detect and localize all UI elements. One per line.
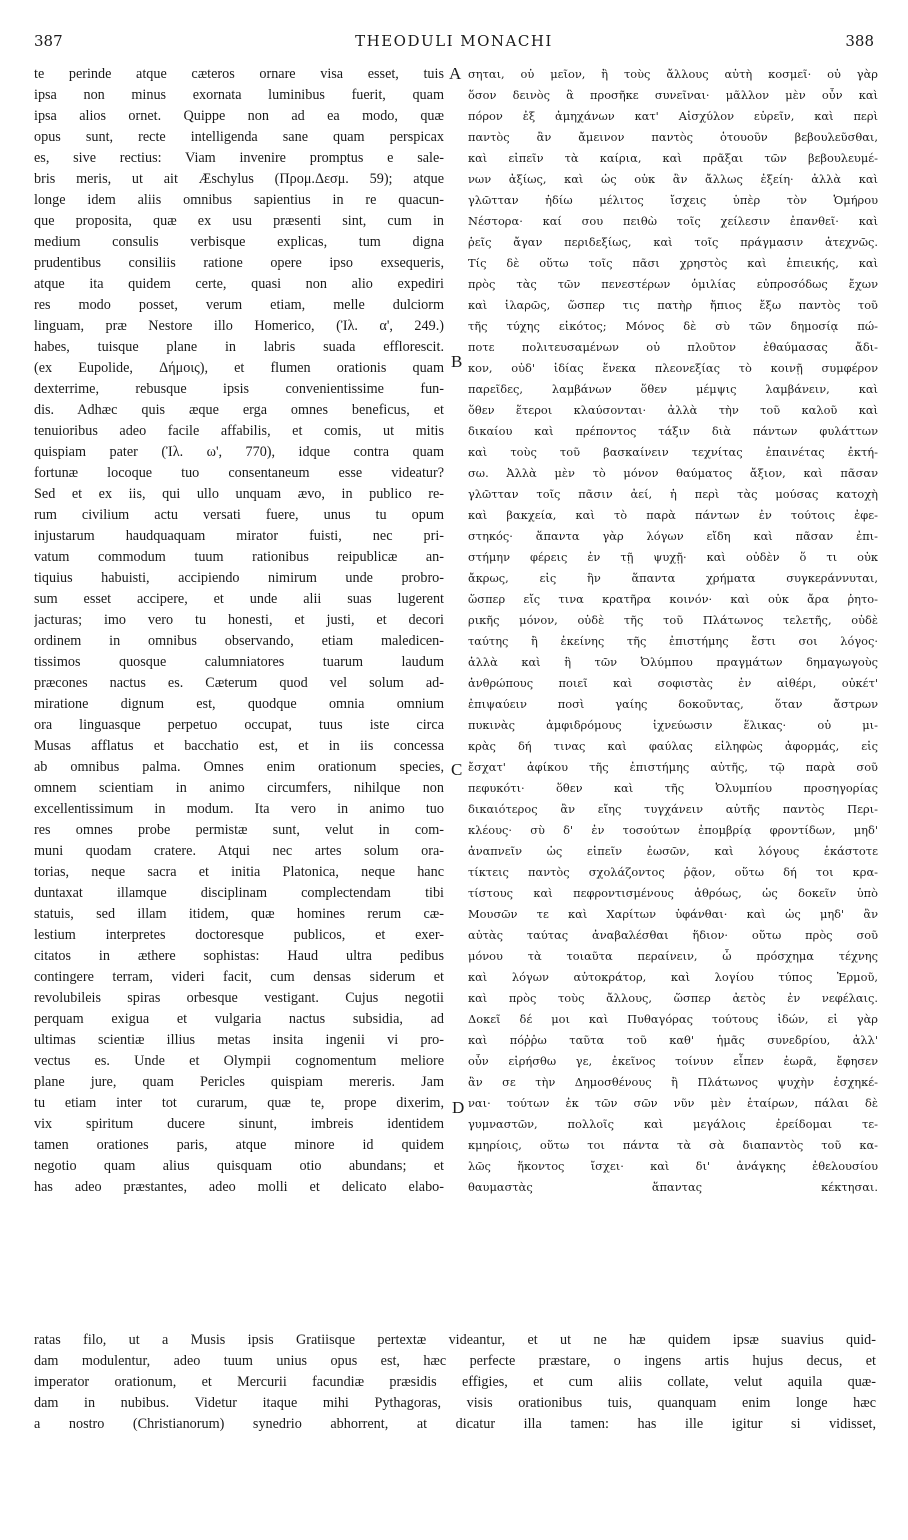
latin-text-line: plane jure, quam Pericles quispiam mereris. Jam [34,1074,444,1090]
greek-text-line: ποτε πολιτευσαμένων οὐ πλοῦτον ἐθαύμασας ἄδι- [468,340,878,354]
latin-text-line: Sed et ex iis, qui ullo unquam ævo, in publico re- [34,486,444,502]
greek-text-line: πόρον ἐξ ἀμηχάνων κατ' Αἰσχύλον εὑρεῖν, καὶ περὶ [468,109,878,123]
latin-text-line: duntaxat illamque disciplinam complectendam tibi [34,885,444,901]
greek-text-line: Νέστορα· καί σου πειθὼ τοῖς χείλεσιν ἐπανθεῖ· καὶ [468,214,878,228]
greek-text-line: καὶ εἰπεῖν τὰ καίρια, καὶ πρᾶξαι τῶν βεβουλευμέ- [468,151,878,165]
greek-text-line: αὐτὰς ταύτας ἀναβαλέσθαι ἥδιον· οὕτω πρὸς σοῦ [468,928,878,942]
greek-text-line: πρὸς τὰς τῶν πενεστέρων ὁμιλίας εὐπροσόδως ἔχων [468,277,878,291]
latin-text-line: dexterrime, rebusque ipsis convenientissime fun- [34,381,444,397]
running-title: THEODULI MONACHI [355,32,553,50]
greek-column [468,64,878,1198]
greek-text-line: Μουσῶν τε καὶ Χαρίτων ὑφάνθαι· καὶ ὡς μηδ' ἂν [468,907,878,921]
greek-text-line: ῥεῖς ἄγαν περιδεξίως, καὶ τοῖς πράγμασιν ἀτεχνῶς. [468,235,878,249]
latin-text-line: præcones nactus es. Cæterum quod vel solum ad- [34,675,444,691]
latin-text-line: lestium interpretes doctoresque publicos, et exer- [34,927,444,943]
latin-text-line: torias, neque sacra et initia Platonica, neque hanc [34,864,444,880]
greek-text-line: πεφυκότι· ὅθεν καὶ τῆς Ὀλυμπίου προσηγορίας [468,781,878,795]
greek-text-line: μόνου τὰ τοιαῦτα περαίνειν, ὦ πρόσχημα τέχνης [468,949,878,963]
latin-text-line: statuis, sed illam itidem, quæ homines rerum cæ- [34,906,444,922]
greek-text-line: δικαίου καὶ πρέποντος τάξιν διὰ πάντων φυλάττων [468,424,878,438]
greek-text-line: θαυμαστὰς ἅπαντας κέκτησαι. [468,1180,878,1194]
greek-text-line: νων ἀξίως, καὶ ὡς οὐκ ἂν ἄλλως ἐξείη· ἀλλὰ καὶ [468,172,878,186]
greek-text-line: καὶ ἱλαρῶς, ὥσπερ τις πατὴρ ἤπιος ἔξω παντὸς τοῦ [468,298,878,312]
latin-text-line: res omnes probe permistæ sunt, velut in com- [34,822,444,838]
full-text-line: dam in nubibus. Videtur itaque mihi Pythagoras, visis orationibus tuis, quanquam enim longe hæc [34,1395,876,1411]
latin-text-line: excellentissimum in modum. Ita vero in animo tuo [34,801,444,817]
full-text-line: dam modulentur, adeo tuum unius opus est, hæc perfecte præstare, o ingens artis hujus decus, et [34,1353,876,1369]
greek-text-line: καὶ λόγων αὐτοκράτορ, καὶ λογίου τύπος Ἑρμοῦ, [468,970,878,984]
greek-text-line: καὶ πρὸς τοὺς ἄλλους, ὥσπερ ἀετὸς ἐν νεφέλαις. [468,991,878,1005]
latin-text-line: tamen orationes paris, atque minore id quidem [34,1137,444,1153]
greek-text-line: ἄκρως, εἰς ἣν ἅπαντα χρήματα συγκεράννυται, [468,571,878,585]
latin-text-line: habes, tuisque plane in labris suada efflorescit. [34,339,444,355]
greek-text-line: ἂν σε τὴν Δημοσθένους ἢ Πλάτωνος ψυχὴν ἐσχηκέ- [468,1075,878,1089]
latin-text-line: atque ita quidem certe, quasi non alio expediri [34,276,444,292]
latin-text-line: jacturas; imo vero tu honesti, et justi, et decori [34,612,444,628]
latin-text-line: bris meris, ut ait Æschylus (Προμ.Δεσμ. 59); atque [34,171,444,187]
latin-text-line: ordinem in omnibus observando, etiam maledicen- [34,633,444,649]
greek-text-line: Τίς δὲ οὕτω τοῖς πᾶσι χρηστὸς καὶ ἐπιεικής, καὶ [468,256,878,270]
page-number-left: 387 [34,32,63,50]
greek-text-line: καὶ πόῤῥω ταῦτα τοῦ καθ' ἡμᾶς συνεδρίου, ἀλλ' [468,1033,878,1047]
latin-text-line: quispiam pater (Ἰλ. ω', 770), idque contra quam [34,444,444,460]
greek-text-line: κλέους· σὺ δ' ἐν τοσούτων ἐπομβρίᾳ φροντίδων, μηδ' [468,823,878,837]
latin-text-line: ab omnibus palma. Omnes enim orationum species, [34,759,444,775]
full-text-line: ratas filo, ut a Musis ipsis Gratiisque pertextæ videantur, et ut ne hæ quidem ipsæ suavius quid- [34,1332,876,1348]
greek-text-line: γυμναστῶν, πολλοῖς καὶ μεγάλοις ἐρείδομαι τε- [468,1117,878,1131]
greek-text-line: σηται, οὐ μεῖον, ἢ τοὺς ἄλλους αὐτὴ κοσμεῖ· οὐ γὰρ [468,67,878,81]
latin-text-line: revolubileis spiras orbesque vestigant. Cujus negotii [34,990,444,1006]
full-text-line: imperator orationum, et Mercurii facundiæ præsidis effigies, et cum aliis collate, velut aquila quæ- [34,1374,876,1390]
full-width-text [34,1330,876,1435]
latin-text-line: has adeo præstantes, adeo molli et delicato elabo- [34,1179,444,1195]
greek-text-line: γλῶτταν τοῖς πᾶσιν ἀεί, ἡ περὶ τὰς μούσας κατοχὴ [468,487,878,501]
latin-text-line: longe idem aliis omnibus sapientius in re quacun- [34,192,444,208]
latin-text-line: dis. Adhæc quis æque erga omnes beneficus, et [34,402,444,418]
latin-text-line: ipsa alios ornet. Quippe non ad ea modo, quæ [34,108,444,124]
latin-text-line: vix spiritum ducere sinunt, imbreis identidem [34,1116,444,1132]
latin-column [34,64,444,1198]
greek-text-line: τῆς τύχης εἰκότος; Μόνος δὲ σὺ τῶν δημοσίᾳ πώ- [468,319,878,333]
greek-text-line: ὥσπερ εἴς τινα κρατῆρα κοινόν· καὶ οὐκ ἄρα ῥητο- [468,592,878,606]
greek-text-line: ταύτης ἢ ἐκείνης τῆς ἐπιστήμης ἔστι σοι λόγος· [468,634,878,648]
page-number-right: 388 [845,32,874,50]
greek-text-line: σω. Ἀλλὰ μὲν τὸ μόνον θαύματος ἄξιον, καὶ πᾶσαν [468,466,878,480]
greek-text-line: ὅθεν ἕτεροι κλαύσονται· ἀλλὰ τὴν τοῦ καλοῦ καὶ [468,403,878,417]
greek-text-line: ἐπιψαύειν ποσὶ γαίης δοκοῦντας, ὅταν ἄστρων [468,697,878,711]
greek-text-line: καὶ τοὺς τοῦ βασκαίνειν τεχνίτας ἐπαινέτας ἐκτή- [468,445,878,459]
greek-text-line: ὅσον δεινὸς ἃ προσῆκε συνεῖναι· μᾶλλον μὲν οὖν καὶ [468,88,878,102]
section-marker-a: A [449,64,462,83]
latin-text-line: Musas afflatus et bacchatio est, et in iis concessa [34,738,444,754]
running-header [32,32,876,54]
greek-text-line: παρεῖδες, λαμβάνων ὅθεν μέμψις λαμβάνειν, καὶ [468,382,878,396]
latin-text-line: rum civilium actu versati fuere, unus tu opum [34,507,444,523]
greek-text-line: λῶς ἥκοντος ἴσχει· καὶ δι' ἀνάγκης ἐθελουσίου [468,1159,878,1173]
latin-text-line: sum esset accipere, et unde alii suas lugerent [34,591,444,607]
greek-text-line: Δοκεῖ δέ μοι καὶ Πυθαγόρας τούτους ἰδών, εἰ γὰρ [468,1012,878,1026]
greek-text-line: ἀναπνεῖν ὡς εἰπεῖν ἐωσῶν, καὶ λόγους ἑκάστοτε [468,844,878,858]
latin-text-line: tiquius habuisti, accipiendo nimirum unde probro- [34,570,444,586]
latin-text-line: te perinde atque cæteros ornare visa esset, tuis [34,66,444,82]
latin-text-line: ora linguasque perpetuo occupat, tuus iste circa [34,717,444,733]
latin-text-line: tenuioribus adeo facile affabilis, et comis, ut mitis [34,423,444,439]
greek-text-line: ἀλλὰ καὶ ἣ τῶν Ὀλύμπου πραγμάτων δημαγωγοὺς [468,655,878,669]
latin-text-line: injustarum haudquaquam mirator fuisti, nec pri- [34,528,444,544]
latin-text-line: ipsa non minus exornata luminibus fuerit, quam [34,87,444,103]
latin-text-line: linguam, præ Nestore illo Homerico, (Ἰλ. α', 249.) [34,318,444,334]
latin-text-line: miratione dignum est, quodque omnia omnium [34,696,444,712]
greek-text-line: ρικῆς μόνον, οὐδὲ τῆς τοῦ Πλάτωνος τελετῆς, οὐδὲ [468,613,878,627]
section-marker-d: D [452,1098,465,1117]
latin-text-line: ultimas scientiæ illius metas insita ingenii vi pro- [34,1032,444,1048]
greek-text-line: καὶ βακχεία, καὶ τὸ παρὰ πάντων ἐν τούτοις ἐφε- [468,508,878,522]
latin-text-line: prudentibus consiliis ratione opere ipso exsequeris, [34,255,444,271]
section-marker-b: B [451,352,463,371]
latin-text-line: negotio quam alius quisquam otio abundans; et [34,1158,444,1174]
latin-text-line: vatum commodum tuum rationibus reipublicæ an- [34,549,444,565]
greek-text-line: στήμην φέρεις ἐν τῇ ψυχῇ· καὶ οὐδὲν ὅ τι οὐκ [468,550,878,564]
greek-text-line: παντὸς ἂν ἄμεινον παντὸς ὁτουοῦν βεβουλεῦσθαι, [468,130,878,144]
greek-text-line: κρὰς δή τινας καὶ φαύλας εἰληφὼς ἀφορμάς, εἰς [468,739,878,753]
latin-text-line: opus sunt, recte intelligenda sane quam perspicax [34,129,444,145]
greek-text-line: τίστους καὶ πεφροντισμένους ἀθρόως, ὡς δοκεῖν ὑπὸ [468,886,878,900]
greek-text-line: πυκινὰς ἀμφιδρόμους ἰχνεύωσιν ἕλικας· οὐ μι- [468,718,878,732]
section-marker-c: C [451,760,463,779]
latin-text-line: omnem scientiam in animo circumfers, nihilque non [34,780,444,796]
latin-text-line: contingere terram, videri facit, cum densas siderum et [34,969,444,985]
greek-text-line: γλῶτταν ἡδίω μέλιτος ἴσχεις ὑπὲρ τὸν Ὁμήρου [468,193,878,207]
greek-text-line: τίκτεις παντὸς σχολάζοντος ῥᾷον, οὕτω δή τοι κρα- [468,865,878,879]
latin-text-line: fortunæ locoque tuo consentaneum esse videatur? [34,465,444,481]
greek-text-line: ναι· τούτων ἐκ τῶν σῶν νῦν μὲν ἑταίρων, πάλαι δὲ [468,1096,878,1110]
latin-text-line: vectus es. Unde et Olympii cognomentum meliore [34,1053,444,1069]
full-text-line: a nostro (Christianorum) synedrio abhorrent, at dicatur illa tamen: has ille igitur si vidisset, [34,1416,876,1432]
latin-text-line: es, sive rectius: Viam invenire promptus e sale- [34,150,444,166]
greek-text-line: ἀνθρώπους ποιεῖ καὶ σοφιστὰς ἐν αἰθέρι, οὐκέτ' [468,676,878,690]
latin-text-line: medium consulis verbisque explicas, tum digna [34,234,444,250]
latin-text-line: citatos in æthere sophistas: Haud ultra pedibus [34,948,444,964]
latin-text-line: muni quodam cratere. Atqui nec artes solum ora- [34,843,444,859]
greek-text-line: κμηρίοις, οὕτω τοι πάντα τὰ σὰ διαπαντὸς τοῦ κα- [468,1138,878,1152]
greek-text-line: δικαιότερος ἂν εἴης τυγχάνειν αὐτῆς παντὸς Περι- [468,802,878,816]
latin-text-line: tissimos quosque calumniatores tuarum laudum [34,654,444,670]
greek-text-line: οὖν εἰρήσθω γε, ἐκεῖνος τοίνυν εἶπεν ἐωρᾶ, ἔφησεν [468,1054,878,1068]
greek-text-line: ἔσχατ' ἀφίκου τῆς ἐπιστήμης αὐτῆς, τῷ παρὰ σοῦ [468,760,878,774]
latin-text-line: (ex Eupolide, Δήμοις), et flumen orationis quam [34,360,444,376]
latin-text-line: tu etiam inter tot curarum, quæ te, prope dixerim, [34,1095,444,1111]
greek-text-line: στηκός· ἅπαντα γὰρ λόγων εἴδη καὶ πᾶσαν ἐπι- [468,529,878,543]
latin-text-line: perquam exigua et vulgaria nactus subsidia, ad [34,1011,444,1027]
greek-text-line: κον, οὐδ' ἰδίας ἕνεκα πλεονεξίας τὸ κοινῇ συμφέρον [468,361,878,375]
latin-text-line: que proposita, quæ ex usu præsenti sint, cum in [34,213,444,229]
latin-text-line: res modo posset, verum etiam, melle dulciorm [34,297,444,313]
